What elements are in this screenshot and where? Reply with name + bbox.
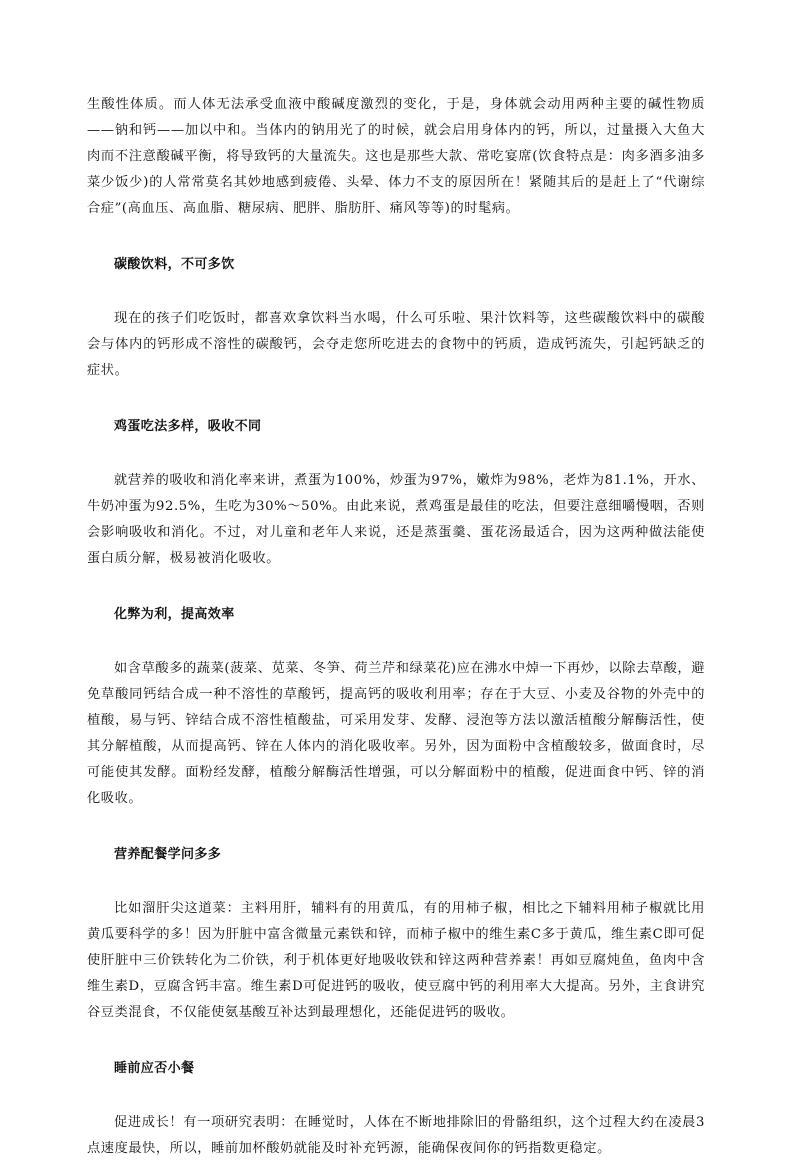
section-heading-egg-methods: 鸡蛋吃法多样，吸收不同	[114, 419, 262, 434]
section-body-improve-efficiency: 如含草酸多的蔬菜(菠菜、苋菜、冬笋、荷兰芹和绿菜花)应在沸水中焯一下再炒，以除去草酸，避免草酸同钙结合成一种不溶性的草酸钙，提高钙的吸收利用率；存在于大豆、小麦及谷物的外壳中的植酸，易与钙、锌结合成不溶性植酸盐，可采用发芽、发酵、浸泡等方法以激活植酸分解酶活性，使其分解植酸，从而提高钙、锌在人体内的消化吸收率。另外，因为面粉中含植酸较多，做面食时，尽可能使其发酵。面粉经发酵，植酸分解酶活性增强，可以分解面粉中的植酸，促进面食中钙、锌的消化吸收。	[87, 661, 705, 806]
section-heading-meal-pairing: 营养配餐学问多多	[114, 847, 222, 862]
intro-paragraph: 生酸性体质。而人体无法承受血液中酸碱度激烈的变化，于是，身体就会动用两种主要的碱性物质——钠和钙——加以中和。当体内的钠用光了的时候，就会启用身体内的钙，所以，过量摄入大鱼大肉而不注意酸碱平衡，将导致钙的大量流失。这也是那些大款、常吃宴席(饮食特点是：肉多酒多油多菜少饭少)的人常常莫名其妙地感到疲倦、头晕、体力不支的原因所在！紧随其后的是赶上了“代谢综合症”(高血压、高血脂、糖尿病、肥胖、脂肪肝、痛风等等)的时髦病。	[87, 97, 705, 216]
document-page	[87, 92, 705, 1162]
section-heading-improve-efficiency: 化弊为利，提高效率	[114, 607, 235, 622]
section-body-egg-methods: 就营养的吸收和消化率来讲，煮蛋为100%，炒蛋为97%，嫩炸为98%，老炸为81.1%，开水、牛奶冲蛋为92.5%，生吃为30%～50%。由此来说，煮鸡蛋是最佳的吃法，但要注意细嚼慢咽，否则会影响吸收和消化。不过，对儿童和老年人来说，还是蒸蛋羹、蛋花汤最适合，因为这两种做法能使蛋白质分解，极易被消化吸收。	[87, 473, 705, 566]
section-body-meal-pairing: 比如溜肝尖这道菜：主料用肝，辅料有的用黄瓜，有的用柿子椒，相比之下辅料用柿子椒就比用黄瓜要科学的多！因为肝脏中富含微量元素铁和锌，而柿子椒中的维生素C多于黄瓜，维生素C即可促使肝脏中三价铁转化为二价铁，利于机体更好地吸收铁和锌这两种营养素！再如豆腐炖鱼，鱼肉中含维生素D，豆腐含钙丰富。维生素D可促进钙的吸收，使豆腐中钙的利用率大大提高。另外，主食讲究谷豆类混食，不仅能使氨基酸互补达到最理想化，还能促进钙的吸收。	[87, 901, 705, 1020]
section-body-bedtime-snack: 促进成长！有一项研究表明：在睡觉时，人体在不断地排除旧的骨骼组织，这个过程大约在凌晨3点速度最快，所以，睡前加杯酸奶就能及时补充钙源，能确保夜间你的钙指数更稳定。	[87, 1115, 705, 1156]
section-heading-bedtime-snack: 睡前应否小餐	[114, 1061, 195, 1076]
section-heading-carbonated-drinks: 碳酸饮料，不可多饮	[114, 257, 235, 272]
section-body-carbonated-drinks: 现在的孩子们吃饭时，都喜欢拿饮料当水喝，什么可乐啦、果汁饮料等，这些碳酸饮料中的碳酸会与体内的钙形成不溶性的碳酸钙，会夺走您所吃进去的食物中的钙质，造成钙流失，引起钙缺乏的症状。	[87, 311, 705, 378]
